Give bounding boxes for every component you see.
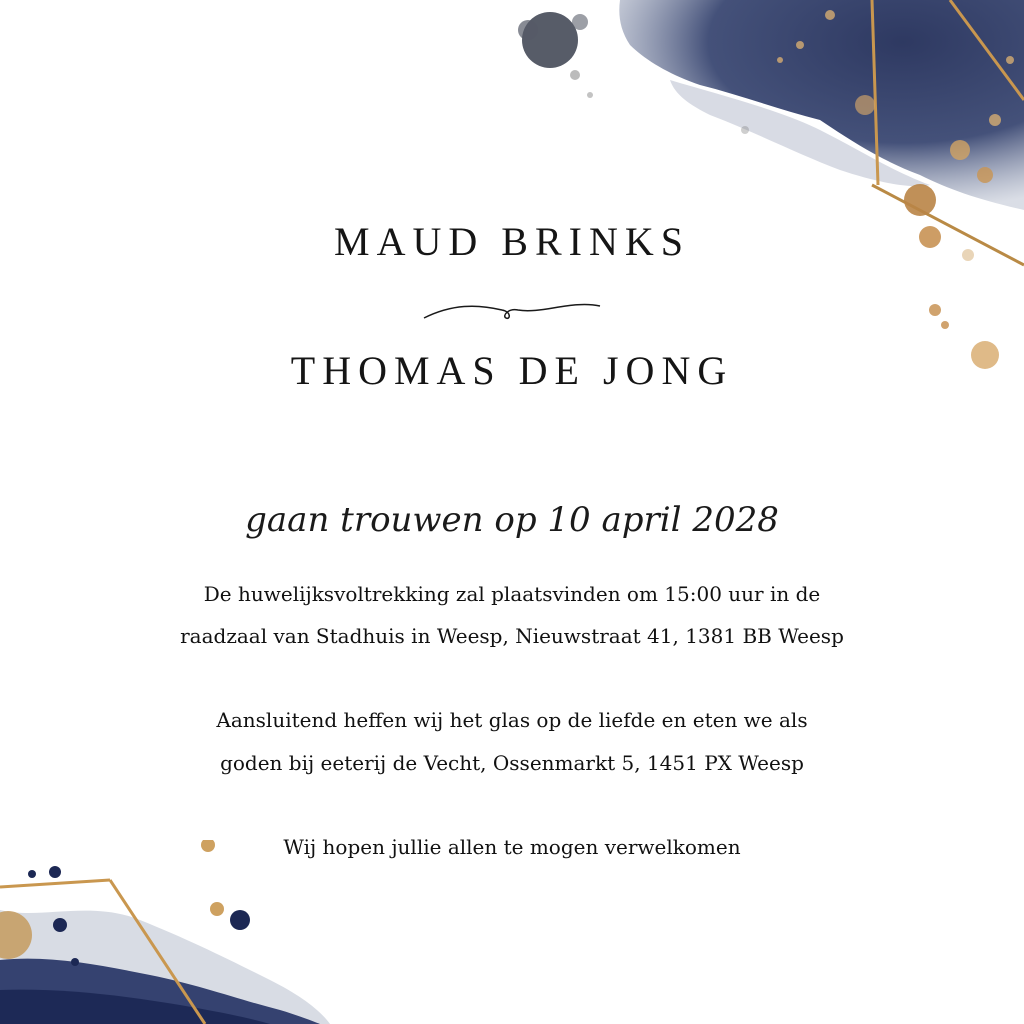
ceremony-line-2: raadzaal van Stadhuis in Weesp, Nieuwstraat 41, 1381 BB Weesp: [180, 624, 844, 648]
partner-two-name: THOMAS DE JONG: [290, 348, 734, 393]
closing-line: Wij hopen jullie allen te mogen verwelkomen: [283, 835, 741, 859]
watercolor-bottom-left: [0, 840, 360, 1024]
flourish-divider: [422, 296, 602, 326]
dinner-line-2: goden bij eeterij de Vecht, Ossenmarkt 5, 1451 PX Weesp: [220, 751, 804, 775]
wedding-announcement: gaan trouwen op 10 april 2028: [245, 500, 779, 540]
partner-one-name: MAUD BRINKS: [334, 219, 690, 264]
dinner-line-1: Aansluitend heffen wij het glas op de liefde en eten we als: [216, 708, 808, 732]
ceremony-line-1: De huwelijksvoltrekking zal plaatsvinden om 15:00 uur in de: [203, 582, 821, 606]
